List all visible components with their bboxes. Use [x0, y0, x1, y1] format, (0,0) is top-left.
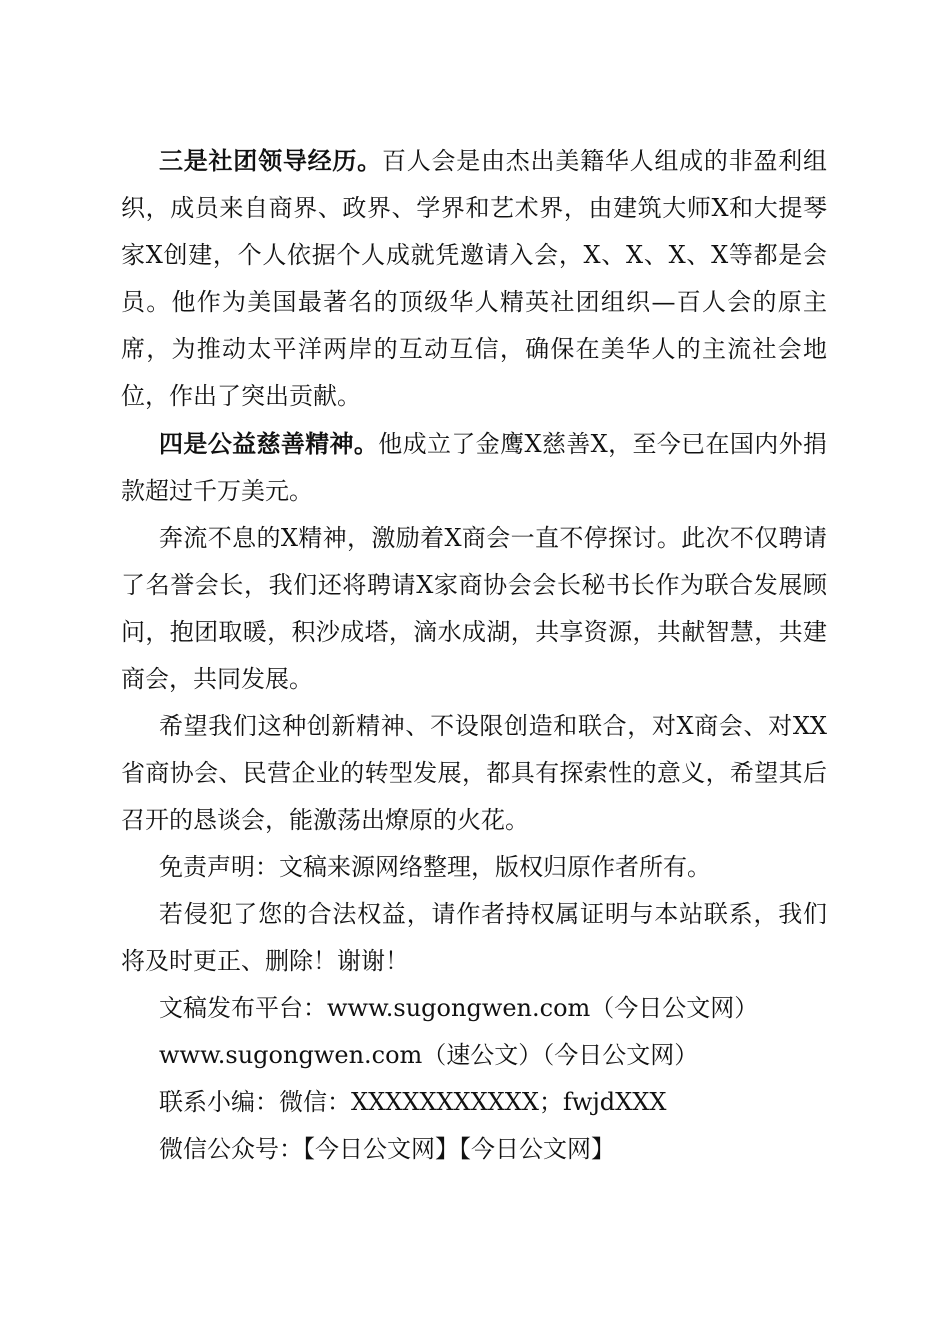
- paragraph-platform: [121, 985, 827, 1032]
- paragraph-text: 希望我们这种创新精神、不设限创造和联合，对X商会、对XX省商协会、民营企业的转型发展，都具有探索性的意义，希望其后召开的恳谈会，能激荡出燎原的火花。: [121, 712, 827, 834]
- document-body: [121, 137, 827, 1173]
- paragraph-website: [121, 1032, 827, 1079]
- paragraph-text: 免责声明：文稿来源网络整理，版权归原作者所有。: [159, 853, 711, 881]
- paragraph-social-leadership: [121, 137, 827, 420]
- paragraph-text: 联系小编：微信：XXXXXXXXXXX；fwjdXXX: [159, 1088, 667, 1116]
- paragraph-charity: [121, 420, 827, 515]
- paragraph-wechat-account: [121, 1126, 827, 1173]
- paragraph-text: 他成立了金鹰X慈善X，至今已在国内外捐款超过千万美元。: [121, 430, 828, 505]
- paragraph-text: 若侵犯了您的合法权益，请作者持权属证明与本站联系，我们将及时更正、删除！谢谢！: [121, 900, 827, 975]
- paragraph-chamber-spirit: [121, 515, 827, 703]
- paragraph-text: 奔流不息的X精神，激励着X商会一直不停探讨。此次不仅聘请了名誉会长，我们还将聘请X家商协会会长秘书长作为联合发展顾问，抱团取暖，积沙成塔，滴水成湖，共享资源，共献智慧，共建商会，共同发展。: [121, 524, 827, 693]
- paragraph-text: 百人会是由杰出美籍华人组成的非盈利组织，成员来自商界、政界、学界和艺术界，由建筑大师X和大提琴家X创建，个人依据个人成就凭邀请入会，X、X、X、X等都是会员。他作为美国最著名的顶级华人精英社团组织—百人会的原主席，为推动太平洋两岸的互动互信，确保在美华人的主流社会地位，作出了突出贡献。: [121, 147, 828, 410]
- paragraph-heading: 四是公益慈善精神。: [159, 429, 379, 458]
- paragraph-contact: [121, 1079, 827, 1126]
- paragraph-heading: 三是社团领导经历。: [159, 146, 382, 175]
- paragraph-hope: [121, 703, 827, 844]
- paragraph-text: www.sugongwen.com（速公文）（今日公文网）: [159, 1041, 699, 1069]
- paragraph-text: 微信公众号：【今日公文网】【今日公文网】: [159, 1135, 615, 1163]
- paragraph-text: 文稿发布平台：www.sugongwen.com（今日公文网）: [159, 994, 759, 1022]
- paragraph-disclaimer: [121, 844, 827, 891]
- paragraph-infringement-notice: [121, 891, 827, 985]
